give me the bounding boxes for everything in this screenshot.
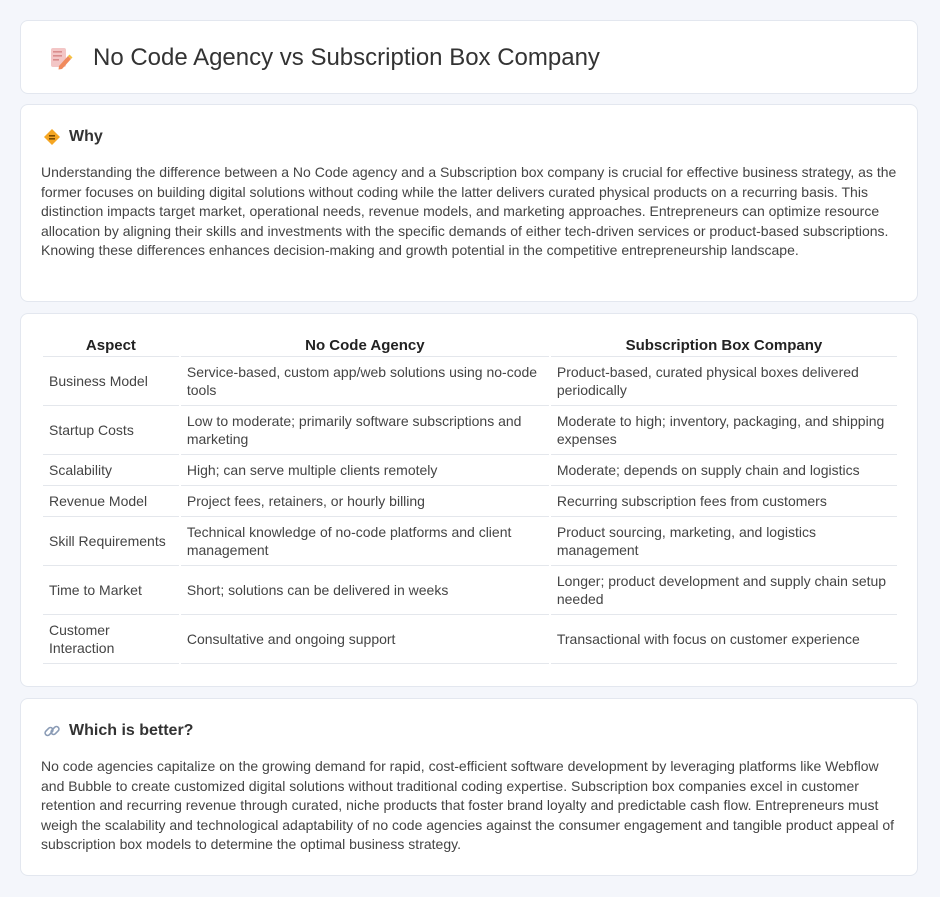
table-cell-no-code: Project fees, retainers, or hourly billing: [181, 486, 549, 517]
table-cell-subscription: Product sourcing, marketing, and logistics management: [551, 517, 897, 566]
diamond-signpost-icon: [43, 128, 61, 146]
table-cell-no-code: High; can serve multiple clients remotely: [181, 455, 549, 486]
table-row: [43, 615, 897, 664]
table-cell-subscription: Longer; product development and supply chain setup needed: [551, 566, 897, 615]
table-cell-aspect: Startup Costs: [43, 406, 179, 455]
table-row: [43, 357, 897, 406]
better-heading-label: Which is better?: [69, 722, 194, 739]
table-cell-aspect: Time to Market: [43, 566, 179, 615]
document-pencil-icon: [47, 45, 73, 71]
table-cell-aspect: Business Model: [43, 357, 179, 406]
link-icon: [43, 722, 61, 740]
column-header-no-code-agency: No Code Agency: [181, 334, 549, 357]
page-title: No Code Agency vs Subscription Box Company: [93, 44, 600, 71]
table-cell-aspect: Revenue Model: [43, 486, 179, 517]
table-cell-no-code: Technical knowledge of no-code platforms and client management: [181, 517, 549, 566]
table-row: [43, 486, 897, 517]
table-row: [43, 455, 897, 486]
why-heading-label: Why: [69, 128, 103, 145]
column-header-subscription-box: Subscription Box Company: [551, 334, 897, 357]
why-section: [20, 104, 918, 302]
why-heading: [43, 127, 103, 147]
column-header-aspect: Aspect: [43, 334, 179, 357]
table-cell-subscription: Recurring subscription fees from customers: [551, 486, 897, 517]
why-text: Understanding the difference between a No Code agency and a Subscription box company is crucial for effective business strategy, as the former focuses on building digital solutions without coding while the latter delivers curated physical products on a recurring basis. This distinction impacts target market, operational needs, revenue models, and marketing approaches. Entrepreneurs can optimize resource allocation by aligning their skills and investments with the specific demands of either tech-driven services or product-based subscriptions. Knowing these differences enhances decision-making and growth potential in the competitive entrepreneurship landscape.: [41, 164, 897, 258]
table-cell-aspect: Skill Requirements: [43, 517, 179, 566]
table-cell-subscription: Moderate; depends on supply chain and logistics: [551, 455, 897, 486]
table-cell-subscription: Product-based, curated physical boxes delivered periodically: [551, 357, 897, 406]
title-card: [20, 20, 918, 94]
table-cell-no-code: Consultative and ongoing support: [181, 615, 549, 664]
table-header-row: [43, 334, 897, 357]
table-row: [43, 406, 897, 455]
table-cell-no-code: Low to moderate; primarily software subscriptions and marketing: [181, 406, 549, 455]
table-cell-aspect: Customer Interaction: [43, 615, 179, 664]
better-heading: [43, 721, 193, 741]
better-text: No code agencies capitalize on the growing demand for rapid, cost-efficient software development by leveraging platforms like Webflow and Bubble to create customized digital solutions without traditional coding expertise. Subscription box companies excel in customer retention and recurring revenue through curated, niche products that foster brand loyalty and predictable cash flow. Entrepreneurs must weigh the scalability and technological adaptability of no code agencies against the consumer engagement and tangible product appeal of subscription box models to determine the optimal business strategy.: [41, 758, 895, 852]
table-cell-subscription: Transactional with focus on customer experience: [551, 615, 897, 664]
which-is-better-section: [20, 698, 918, 876]
comparison-table: [41, 334, 899, 664]
table-cell-aspect: Scalability: [43, 455, 179, 486]
table-cell-subscription: Moderate to high; inventory, packaging, and shipping expenses: [551, 406, 897, 455]
table-row: [43, 517, 897, 566]
table-cell-no-code: Service-based, custom app/web solutions using no-code tools: [181, 357, 549, 406]
table-cell-no-code: Short; solutions can be delivered in weeks: [181, 566, 549, 615]
comparison-section: [20, 313, 918, 687]
table-row: [43, 566, 897, 615]
